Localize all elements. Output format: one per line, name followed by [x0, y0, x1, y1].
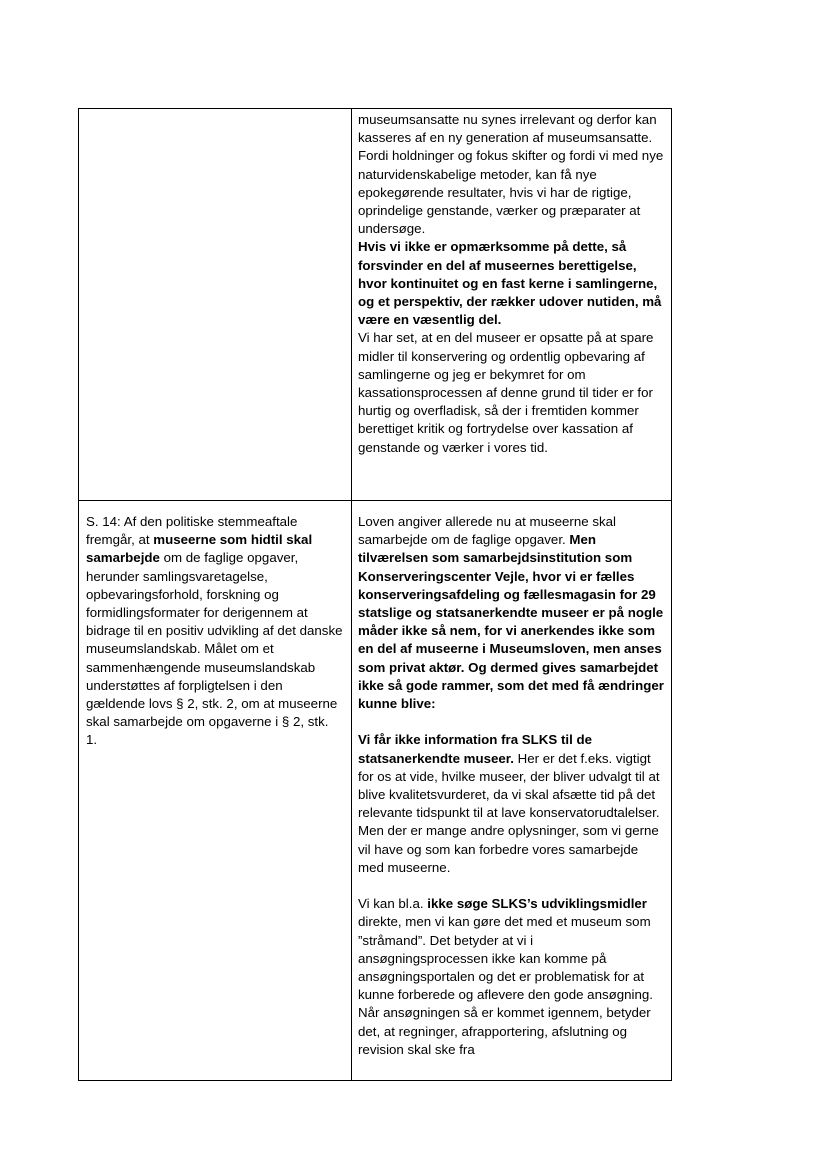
- paragraph: Loven angiver allerede nu at museerne skal samarbejde om de faglige opgaver. Men tilværelsen som samarbejdsinstitution som Konserveringscenter Vejle, hvor vi er fælles konserveringsafdeling og fællesmagasin for 29 statslige og statsanerkendte museer er på nogle måder ikke så nem, for vi anerkendes ikke som en del af museerne i Museumsloven, men anses som privat aktør. Og dermed gives samarbejdet ikke så gode rammer, som det med få ændringer kunne blive:: [358, 514, 664, 712]
- paragraph: museumsansatte nu synes irrelevant og derfor kan kasseres af en ny generation af museumsansatte. Fordi holdninger og fokus skifter og fordi vi med nye naturvidenskabelige metoder, kan få nye epokegørende resultater, hvis vi har de rigtige, oprindelige genstande, værker og præparater at undersøge.: [358, 112, 664, 237]
- table-cell-left: [79, 109, 352, 501]
- bold-paragraph: Hvis vi ikke er opmærksomme på dette, så forsvinder en del af museernes berettigelse, hvor kontinuitet og en fast kerne i samlingerne, og et perspektiv, der rækker udover nutiden, må være en væsentlig del.: [358, 239, 662, 328]
- document-table: [78, 108, 672, 1081]
- table-cell-left: [79, 501, 352, 1081]
- cell-text: [79, 501, 351, 750]
- paragraph: Vi kan bl.a. ikke søge SLKS’s udviklingsmidler direkte, men vi kan gøre det med et museum som ”stråmand”. Det betyder at vi i ansøgningsprocessen ikke kan komme på ansøgningsportalen og det er problematisk for at kunne forberede og aflevere den gode ansøgning. Når ansøgningen så er kommet igennem, betyder det, at regninger, afrapportering, afslutning og revision skal ske fra: [358, 896, 653, 1057]
- paragraph: S. 14: Af den politiske stemmeaftale fremgår, at museerne som hidtil skal samarbejde om de faglige opgaver, herunder samlingsvaretagelse, opbevaringsforhold, forskning og formidlingsformater for derigennem at bidrage til en positiv udvikling af det danske museumslandskab. Målet om et sammenhængende museumslandskab understøttes af forpligtelsen i den gældende lovs § 2, stk. 2, om at museerne skal samarbejde om opgaverne i § 2, stk. 1.: [86, 514, 343, 748]
- table-cell-right: [352, 109, 672, 501]
- cell-text: [352, 501, 671, 1059]
- paragraph: Vi har set, at en del museer er opsatte på at spare midler til konservering og ordentlig opbevaring af samlingerne og jeg er bekymret for om kassationsprocessen af denne grund til tider er for hurtig og overfladisk, så der i fremtiden kommer berettiget kritik og fortrydelse over kassation af genstande og værker i vores tid.: [358, 330, 654, 455]
- table-row: [79, 501, 672, 1081]
- paragraph-gap: [358, 713, 665, 731]
- paragraph-gap: [358, 877, 665, 895]
- table-row: [79, 109, 672, 501]
- cell-text: [352, 109, 671, 457]
- table-cell-right: [352, 501, 672, 1081]
- paragraph: Vi får ikke information fra SLKS til de statsanerkendte museer. Her er det f.eks. vigtigt for os at vide, hvilke museer, der bliver udvalgt til at blive kvalitetsvurderet, da vi skal afsætte tid på det relevante tidspunkt til at lave konservatorudtalelser. Men der er mange andre oplysninger, som vi gerne vil have og som kan forbedre vores samarbejde med museerne.: [358, 732, 660, 875]
